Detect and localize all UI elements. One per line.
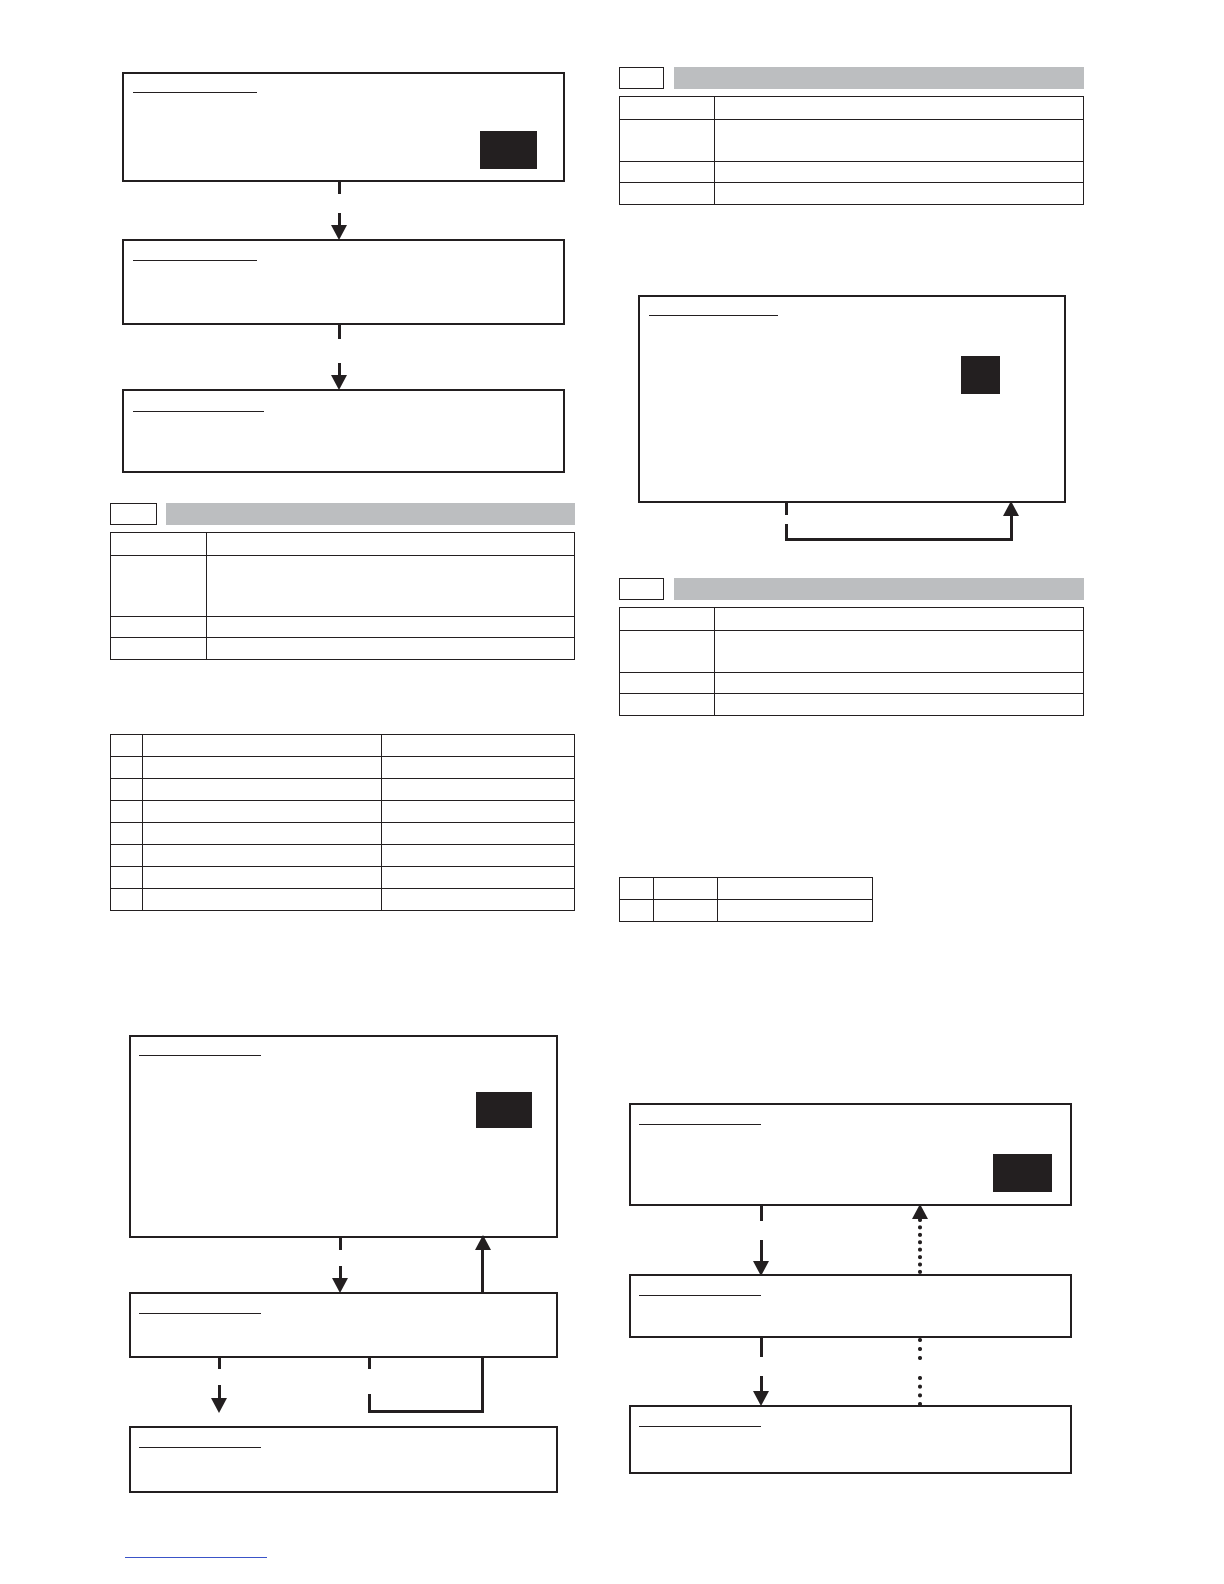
screen-box-1c <box>122 389 565 473</box>
table-cell <box>143 889 382 911</box>
table-cell <box>620 673 715 694</box>
table-cell <box>207 533 575 556</box>
list-table-left <box>110 734 575 911</box>
table-cell <box>207 617 575 638</box>
table-cell <box>620 631 715 673</box>
table-cell <box>715 183 1084 205</box>
return-dotted-line <box>918 1218 922 1274</box>
table-cell <box>111 735 143 757</box>
table-cell <box>143 867 382 889</box>
arrow-up-icon <box>912 1204 928 1219</box>
selected-key-block <box>961 356 1000 394</box>
screen-title-underline <box>139 1055 261 1056</box>
table-cell <box>715 120 1084 162</box>
table-cell <box>620 878 654 900</box>
table-cell <box>143 823 382 845</box>
arrow-down-icon <box>331 375 347 390</box>
table-cell <box>111 533 207 556</box>
table-cell <box>143 735 382 757</box>
table-cell <box>143 845 382 867</box>
table-cell <box>620 900 654 922</box>
table-cell <box>111 556 207 617</box>
arrow-down-icon <box>331 225 347 240</box>
table-cell <box>382 779 575 801</box>
connector-line <box>338 363 341 375</box>
table-cell <box>620 97 715 120</box>
table-cell <box>382 867 575 889</box>
connector-line <box>338 182 341 194</box>
section-header-bar <box>674 67 1084 89</box>
small-table-right <box>619 877 873 922</box>
screen-box-3 <box>638 295 1066 503</box>
table-cell <box>620 162 715 183</box>
screen-box-4c <box>629 1405 1072 1474</box>
table-cell <box>382 801 575 823</box>
table-cell <box>111 889 143 911</box>
arrow-down-icon <box>753 1391 769 1406</box>
table-cell <box>620 608 715 631</box>
table-cell <box>111 823 143 845</box>
arrow-up-icon <box>1003 501 1019 516</box>
table-cell <box>620 694 715 716</box>
table-cell <box>715 673 1084 694</box>
return-dotted-line <box>918 1338 922 1360</box>
table-cell <box>111 867 143 889</box>
connector-line <box>218 1385 221 1398</box>
arrow-up-icon <box>475 1235 491 1250</box>
screen-title-underline <box>133 92 257 93</box>
table-cell <box>382 823 575 845</box>
screen-title-underline <box>139 1447 261 1448</box>
selected-key-block <box>480 131 537 169</box>
screen-title-underline <box>133 411 264 412</box>
table-cell <box>382 845 575 867</box>
table-cell <box>111 617 207 638</box>
selected-key-block <box>476 1092 532 1128</box>
table-cell <box>715 608 1084 631</box>
screen-title-underline <box>639 1295 761 1296</box>
return-line <box>785 538 1013 541</box>
table-cell <box>715 97 1084 120</box>
table-cell <box>111 757 143 779</box>
table-cell <box>654 878 718 900</box>
table-cell <box>715 694 1084 716</box>
section-header-bar <box>674 578 1084 600</box>
table-cell <box>111 845 143 867</box>
screen-title-underline <box>139 1313 261 1314</box>
connector-line <box>760 1240 763 1262</box>
info-table-right-mid <box>619 607 1084 716</box>
info-table-right-top <box>619 96 1084 205</box>
footer-link-line <box>125 1557 267 1558</box>
return-line <box>1010 514 1013 541</box>
info-table-left <box>110 532 575 660</box>
return-line <box>481 1249 484 1292</box>
connector-line <box>368 1358 371 1369</box>
table-cell <box>620 120 715 162</box>
screen-title-underline <box>639 1426 761 1427</box>
return-line <box>368 1410 484 1413</box>
screen-title-underline <box>133 260 257 261</box>
arrow-down-icon <box>211 1398 227 1413</box>
table-cell <box>715 631 1084 673</box>
connector-line <box>785 503 788 515</box>
screen-title-underline <box>639 1124 761 1125</box>
table-cell <box>207 556 575 617</box>
table-cell <box>143 757 382 779</box>
section-code-box <box>110 503 157 525</box>
connector-line <box>760 1206 763 1221</box>
table-cell <box>382 889 575 911</box>
connector-line <box>338 325 341 339</box>
connector-line <box>339 1238 342 1250</box>
connector-line <box>760 1338 763 1357</box>
screen-box-4b <box>629 1274 1072 1338</box>
section-code-box <box>619 578 664 600</box>
screen-box-2a <box>129 1035 558 1238</box>
selected-key-block <box>993 1154 1052 1192</box>
table-cell <box>143 801 382 823</box>
connector-line <box>218 1358 221 1369</box>
table-cell <box>382 757 575 779</box>
table-cell <box>715 162 1084 183</box>
screen-box-2b <box>129 1292 558 1358</box>
return-line <box>481 1358 484 1413</box>
table-cell <box>111 801 143 823</box>
return-dotted-line <box>918 1376 922 1406</box>
screen-box-1b <box>122 239 565 325</box>
table-cell <box>143 779 382 801</box>
table-cell <box>111 638 207 660</box>
screen-box-2c <box>129 1426 558 1493</box>
arrow-down-icon <box>332 1278 348 1293</box>
table-cell <box>382 735 575 757</box>
table-cell <box>207 638 575 660</box>
table-cell <box>111 779 143 801</box>
table-cell <box>654 900 718 922</box>
section-code-box <box>619 67 664 89</box>
screen-title-underline <box>649 315 778 316</box>
table-cell <box>718 900 873 922</box>
table-cell <box>718 878 873 900</box>
table-cell <box>620 183 715 205</box>
connector-line <box>338 213 341 225</box>
section-header-bar <box>166 503 575 525</box>
